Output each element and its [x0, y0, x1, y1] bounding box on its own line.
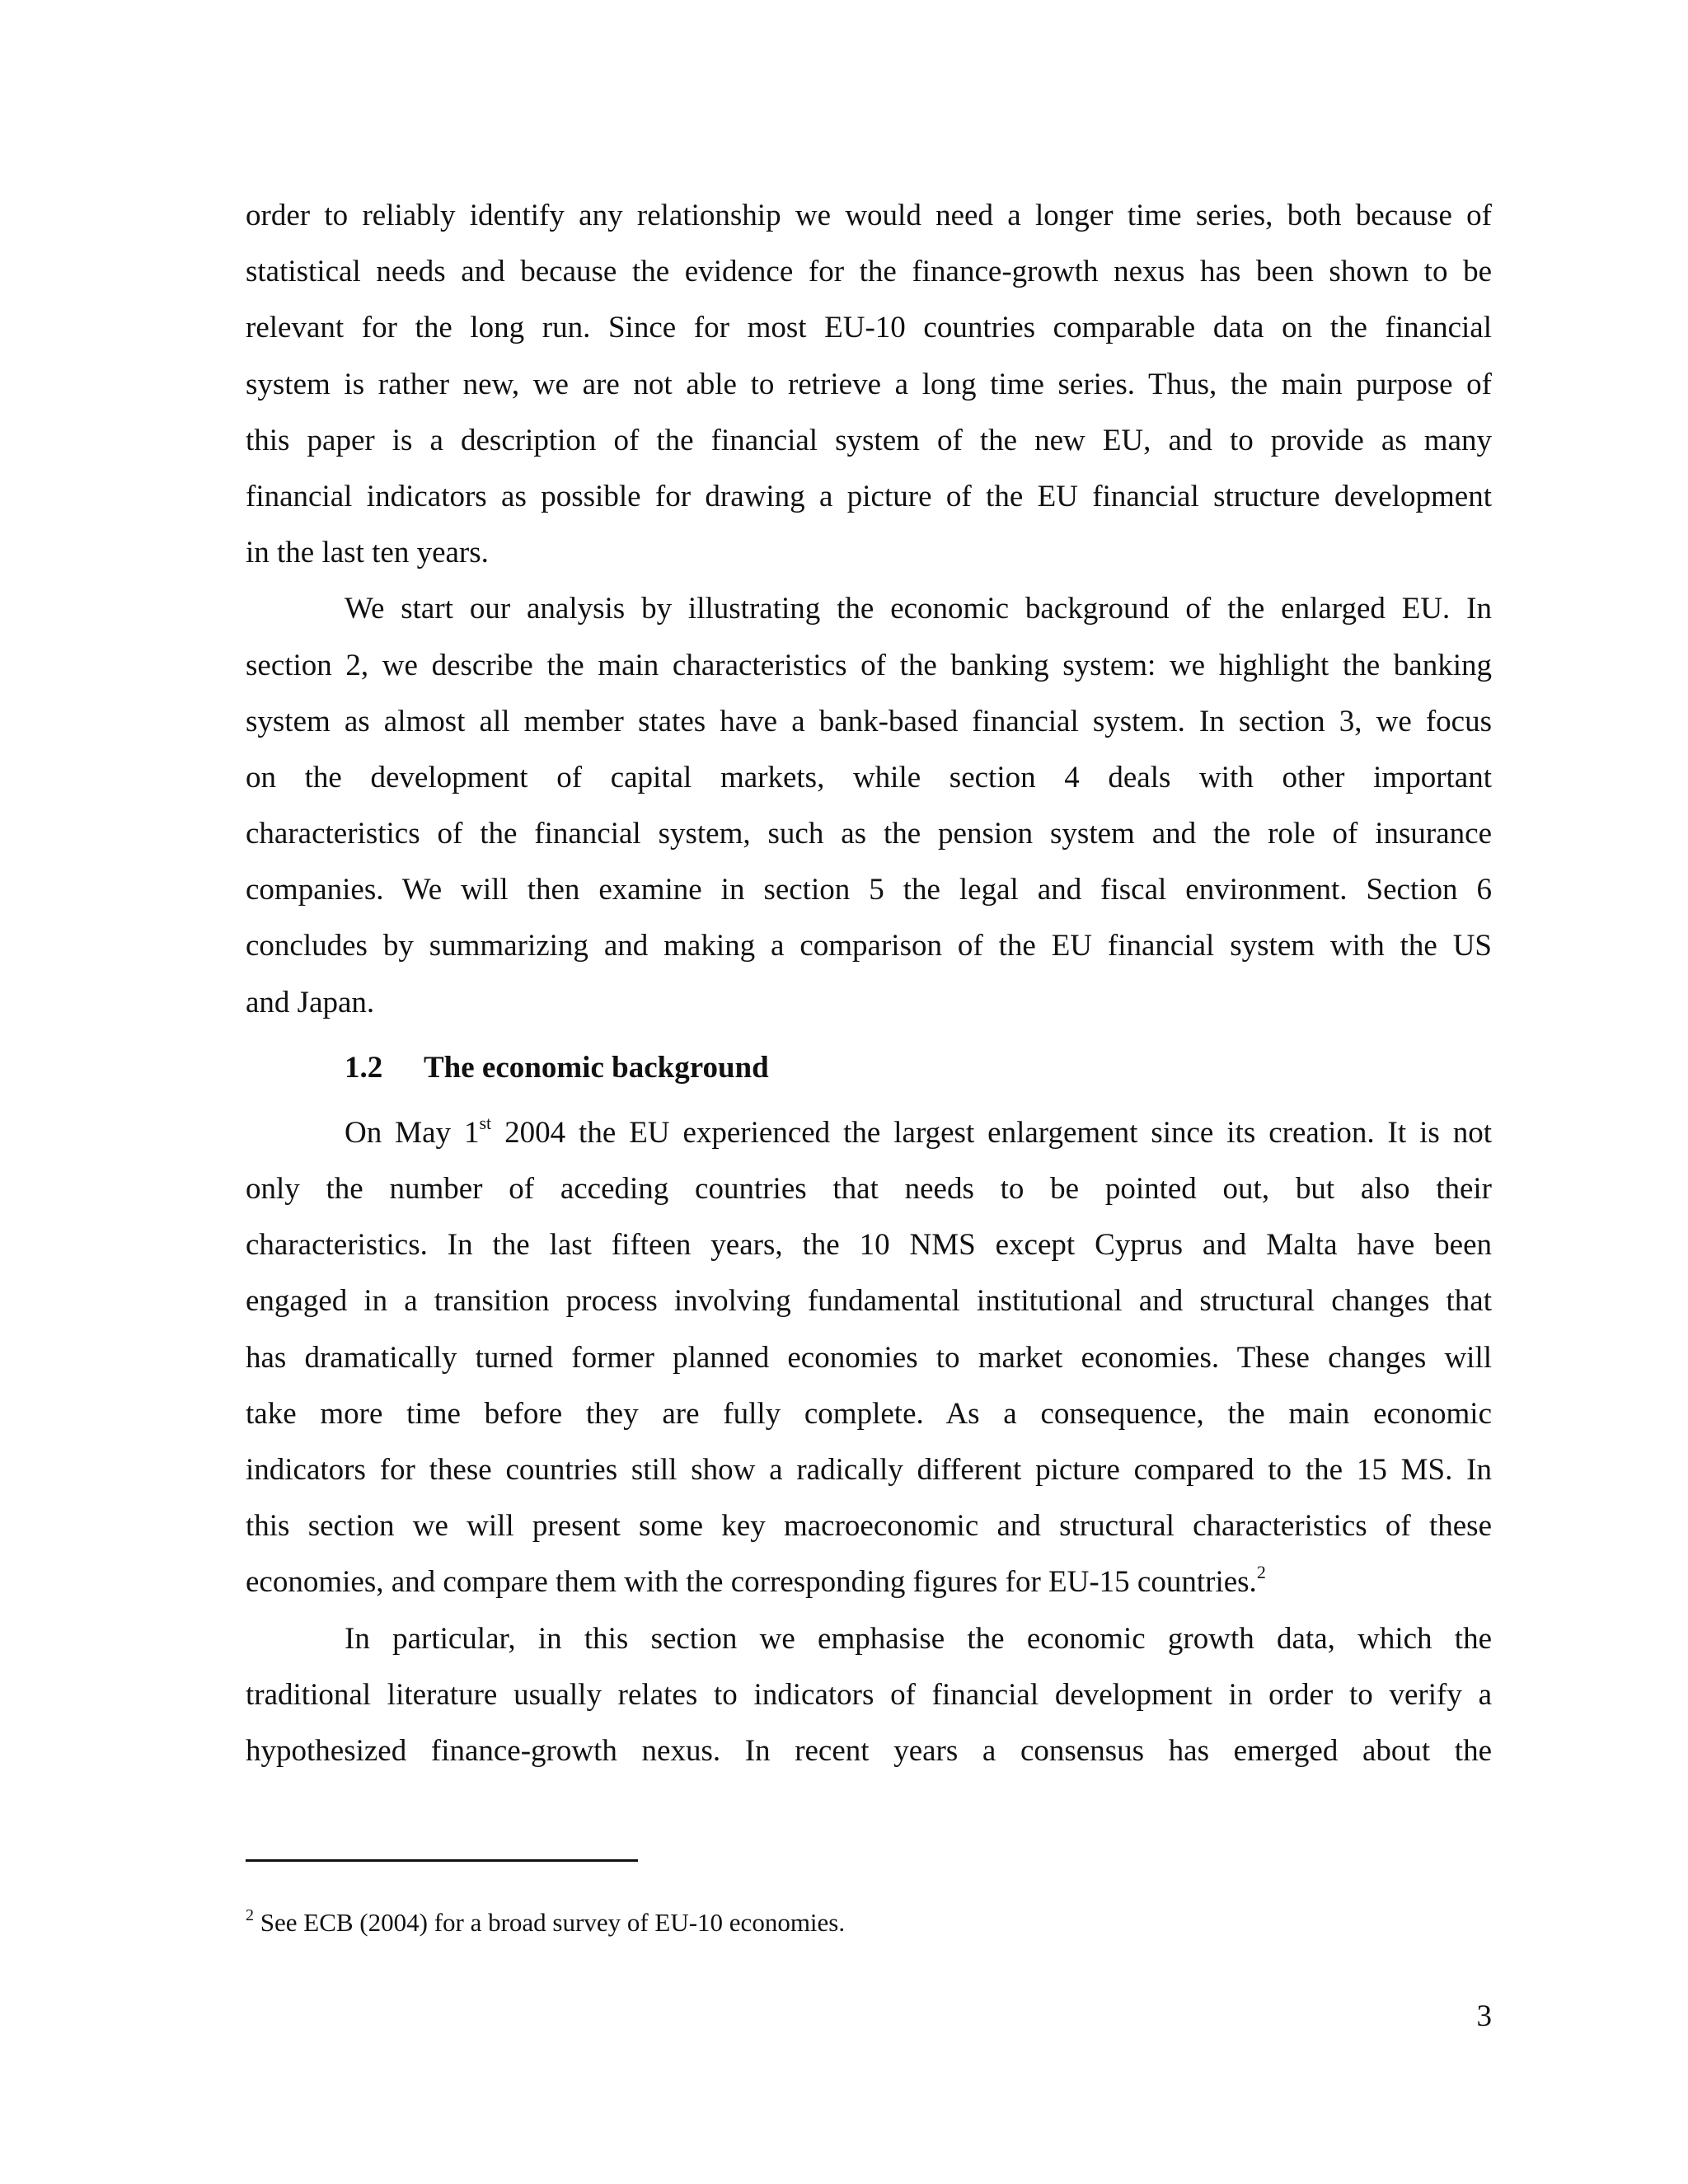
- text-line: statistical needs and because the evidence for the finance-growth nexus has been shown to be: [246, 255, 1492, 289]
- paragraph-4: [246, 1611, 1492, 1780]
- section-heading: [246, 1031, 1492, 1105]
- text-line: order to reliably identify any relationship we would need a longer time series, both because of: [246, 199, 1492, 232]
- footnote-reference: 2: [1256, 1562, 1266, 1583]
- text-line: relevant for the long run. Since for most EU-10 countries comparable data on the financial: [246, 311, 1492, 345]
- text-line: on the development of capital markets, while section 4 deals with other important: [246, 760, 1492, 794]
- text-fragment: economies, and compare them with the corresponding figures for EU-15 countries.: [246, 1565, 1257, 1600]
- text-fragment: 2004 the EU experienced the largest enlargement since its creation. It is not: [491, 1115, 1493, 1150]
- text-line: [246, 1105, 1492, 1161]
- text-line: take more time before they are fully complete. As a consequence, the main economic: [246, 1396, 1492, 1431]
- text-line: this section we will present some key macroeconomic and structural characteristics of these: [246, 1509, 1492, 1544]
- text-line: section 2, we describe the main characteristics of the banking system: we highlight the banking: [246, 648, 1492, 682]
- paragraph-3: [246, 1105, 1492, 1611]
- text-line: We start our analysis by illustrating the economic background of the enlarged EU. In: [345, 592, 1492, 626]
- text-line: indicators for these countries still show a radically different picture compared to the 15 MS. In: [246, 1452, 1492, 1487]
- paragraph-2: [246, 581, 1492, 1031]
- text-line: engaged in a transition process involving fundamental institutional and structural changes that: [246, 1284, 1492, 1319]
- footnote-marker: 2: [246, 1906, 254, 1924]
- body-text: [246, 188, 1492, 1779]
- footnote: [246, 1906, 845, 1939]
- text-line: only the number of acceding countries that needs to be pointed out, but also their: [246, 1172, 1492, 1206]
- text-line: traditional literature usually relates to indicators of financial development in order to verify a: [246, 1677, 1492, 1712]
- section-number: 1.2: [345, 1050, 383, 1085]
- text-line: system as almost all member states have a bank-based financial system. In section 3, we focus: [246, 704, 1492, 738]
- text-line: system is rather new, we are not able to retrieve a long time series. Thus, the main purpose of: [246, 367, 1492, 401]
- text-line: in the last ten years.: [246, 536, 489, 570]
- paragraph-1: [246, 188, 1492, 581]
- text-line: concludes by summarizing and making a comparison of the EU financial system with the US: [246, 929, 1492, 963]
- text-line: characteristics. In the last fifteen years, the 10 NMS except Cyprus and Malta have been: [246, 1228, 1492, 1263]
- footnote-text: See ECB (2004) for a broad survey of EU-10 economies.: [254, 1908, 846, 1937]
- text-line: companies. We will then examine in section 5 the legal and fiscal environment. Section 6: [246, 873, 1492, 907]
- text-fragment: On May 1: [345, 1115, 480, 1150]
- ordinal-superscript: st: [479, 1112, 492, 1133]
- text-line: characteristics of the financial system, such as the pension system and the role of insurance: [246, 817, 1492, 851]
- text-line: this paper is a description of the financial system of the new EU, and to provide as many: [246, 423, 1492, 457]
- footnote-divider: [246, 1859, 638, 1862]
- text-line: financial indicators as possible for drawing a picture of the EU financial structure development: [246, 479, 1492, 513]
- page-number: 3: [1476, 1999, 1492, 2033]
- text-line: In particular, in this section we emphasise the economic growth data, which the: [345, 1621, 1492, 1656]
- section-title: The economic background: [424, 1050, 769, 1085]
- text-line: [246, 1554, 1492, 1610]
- text-line: has dramatically turned former planned economies to market economies. These changes will: [246, 1340, 1492, 1375]
- text-line: and Japan.: [246, 985, 375, 1019]
- text-line: hypothesized finance-growth nexus. In recent years a consensus has emerged about the: [246, 1733, 1492, 1768]
